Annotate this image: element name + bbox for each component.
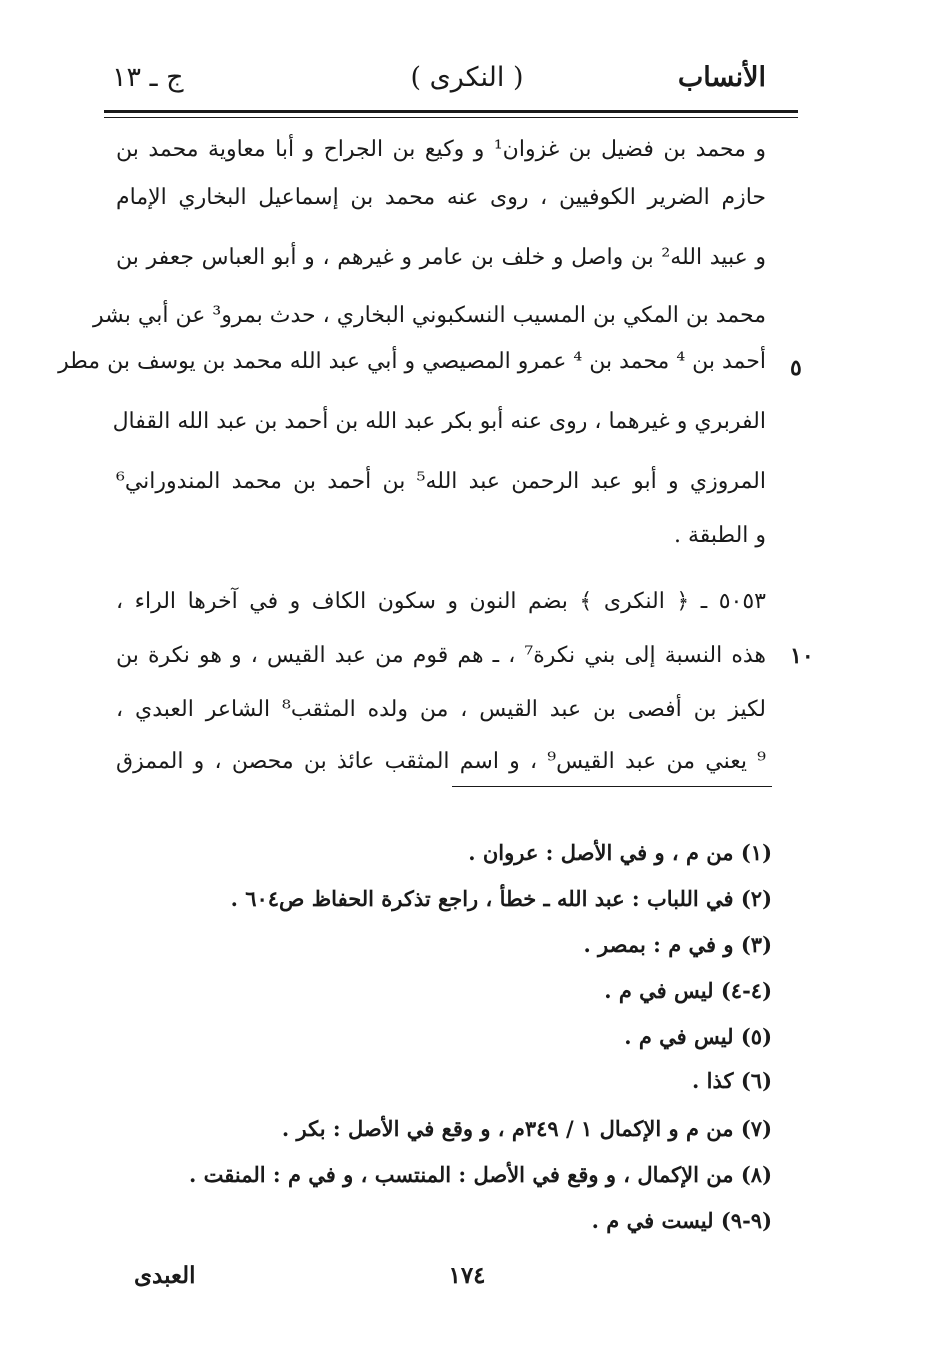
body-line: ⁹ يعني من عبد القيس⁹ ، و اسم المثقب عائذ بن محصن ، و الممزق <box>116 749 766 774</box>
body-line: لكيز بن أفصى بن عبد القيس ، من ولده المثقب⁸ الشاعر العبدي ، <box>116 697 767 722</box>
body-line: محمد بن المكي بن المسيب النسكبوني البخاري ، حدث بمرو³ عن أبي بشر <box>93 303 766 328</box>
entry-start-line: ٥٠٥٣ ـ ﴿ النكرى ﴾ بضم النون و سكون الكاف و في آخرها الراء ، <box>116 589 766 614</box>
header-rule-thin <box>104 117 798 118</box>
footnote: (٦) كذا . <box>692 1068 772 1093</box>
body-line: و محمد بن فضيل بن غزوان¹ و وكيع بن الجراح و أبا معاوية محمد بن <box>116 137 766 162</box>
running-title: الأنساب <box>677 62 766 93</box>
volume-label: ج ـ ١٣ <box>112 62 184 93</box>
footnote: (٥) ليس في م . <box>624 1024 772 1049</box>
body-line: و الطبقة . <box>673 523 766 548</box>
footnote: (١) من م ، و في الأصل : عروان . <box>468 840 772 865</box>
body-line: الفربري و غيرهما ، روى عنه أبو بكر عبد الله بن أحمد بن عبد الله القفال <box>112 409 766 434</box>
header-rule-thick <box>104 110 798 113</box>
footnote: (٩-٩) ليست في م . <box>591 1208 772 1233</box>
body-line: هذه النسبة إلى بني نكرة⁷ ، ـ هم قوم من عبد القيس ، و هو نكرة بن <box>116 643 766 668</box>
catchword: العبدى <box>134 1262 196 1289</box>
entry-heading: ( النكرى ) <box>410 62 524 93</box>
footnote-rule <box>452 786 772 787</box>
footnote: (٢) في اللباب : عبد الله ـ خطأ ، راجع تذكرة الحفاظ ص٦٠٤ . <box>230 886 772 911</box>
page-number: ١٧٤ <box>448 1262 486 1289</box>
footnote: (٧) من م و الإكمال ١ / ٣٤٩م ، و وقع في الأصل : بكر . <box>281 1116 772 1141</box>
footnote: (٨) من الإكمال ، و وقع في الأصل : المنتسب ، و في م : المنقت . <box>189 1162 772 1187</box>
body-line: حازم الضرير الكوفيين ، روى عنه محمد بن إسماعيل البخاري الإمام <box>116 185 766 210</box>
body-line: المروزي و أبو عبد الرحمن عبد الله⁵ بن أحمد بن محمد المندوراني⁶ <box>116 469 766 494</box>
body-line: و عبيد الله² بن واصل و خلف بن عامر و غيرهم ، و أبو العباس جعفر بن <box>116 245 766 270</box>
footnote: (٣) و في م : بمصر . <box>583 932 772 957</box>
footnote: (٤-٤) ليس في م . <box>604 978 772 1003</box>
line-number: ٥ <box>790 355 802 381</box>
line-number: ١٠ <box>790 643 814 669</box>
body-line: أحمد بن ⁴ محمد بن ⁴ عمرو المصيصي و أبي عبد الله محمد بن يوسف بن مطر <box>58 349 766 374</box>
